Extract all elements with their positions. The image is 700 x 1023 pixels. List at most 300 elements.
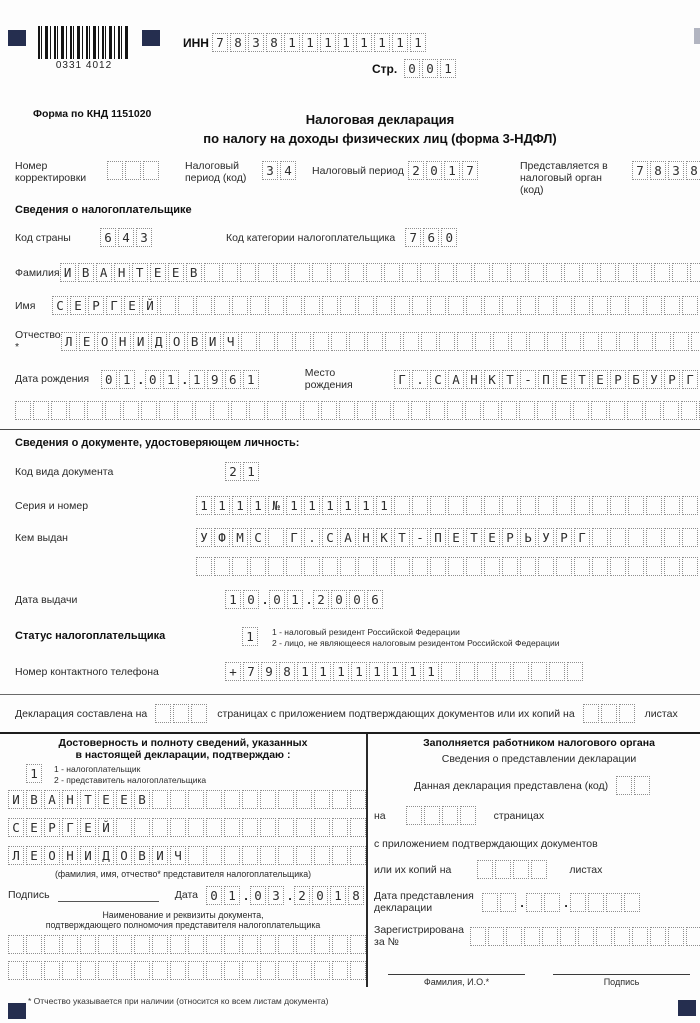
char-cell: 0 xyxy=(441,228,457,247)
birth-place-label: Место рождения xyxy=(304,367,353,391)
confirm-doc-row2-cells xyxy=(8,961,368,980)
section-divider xyxy=(0,694,700,695)
char-cell xyxy=(682,528,698,547)
char-cell xyxy=(348,263,364,282)
char-cell xyxy=(448,296,464,315)
char-cell xyxy=(278,935,294,954)
char-cell: 6 xyxy=(225,370,241,389)
char-cell: - xyxy=(412,528,428,547)
confirm-surname-cells xyxy=(8,790,368,809)
char-cell xyxy=(44,961,60,980)
char-cell: И xyxy=(8,790,24,809)
char-cell: 2 xyxy=(313,590,329,609)
char-cell: О xyxy=(44,846,60,865)
official-date-month-cells xyxy=(526,893,562,912)
char-cell xyxy=(277,332,293,351)
confirm-patronymic-cells xyxy=(8,846,368,865)
char-cell xyxy=(424,806,440,825)
char-cell xyxy=(538,296,554,315)
char-cell xyxy=(456,263,472,282)
char-cell xyxy=(350,790,366,809)
patronymic-label: Отчество * xyxy=(15,329,61,353)
char-cell xyxy=(206,790,222,809)
issued-by-label: Кем выдан xyxy=(15,531,68,544)
signature-label: Подпись xyxy=(8,889,50,901)
char-cell xyxy=(520,296,536,315)
char-cell: Ф xyxy=(214,528,230,547)
char-cell: 3 xyxy=(248,33,264,52)
char-cell xyxy=(224,790,240,809)
char-cell xyxy=(304,296,320,315)
char-cell: 3 xyxy=(268,886,284,905)
char-cell xyxy=(403,332,419,351)
char-cell xyxy=(628,496,644,515)
char-cell xyxy=(529,332,545,351)
char-cell: Й xyxy=(98,818,114,837)
char-cell: 0 xyxy=(250,886,266,905)
char-cell xyxy=(664,296,680,315)
char-cell xyxy=(296,818,312,837)
char-cell xyxy=(313,332,329,351)
char-cell xyxy=(531,860,547,879)
char-cell xyxy=(260,790,276,809)
char-cell xyxy=(645,401,661,420)
char-cell xyxy=(249,401,265,420)
char-cell xyxy=(314,961,330,980)
confirm-doc-row1-cells xyxy=(8,935,368,954)
char-cell xyxy=(549,662,565,681)
char-cell xyxy=(321,401,337,420)
char-cell xyxy=(349,332,365,351)
char-cell xyxy=(691,332,700,351)
char-cell: Ч xyxy=(170,846,186,865)
top-bar xyxy=(0,0,700,100)
char-cell xyxy=(376,296,392,315)
official-reg-label-1: Зарегистрирована xyxy=(374,924,464,936)
phone-label: Номер контактного телефона xyxy=(15,665,159,678)
char-cell: 0 xyxy=(404,59,420,78)
char-cell xyxy=(492,263,508,282)
char-cell xyxy=(601,704,617,723)
char-cell xyxy=(214,296,230,315)
char-cell xyxy=(430,557,446,576)
issue-month-cells xyxy=(269,590,305,609)
char-cell xyxy=(116,961,132,980)
official-on-label: на xyxy=(374,809,386,822)
birth-place-cont-cells xyxy=(15,401,700,420)
char-cell: 1 xyxy=(119,370,135,389)
surname-row xyxy=(0,263,700,282)
issue-date-label: Дата выдачи xyxy=(15,593,78,606)
char-cell xyxy=(526,893,542,912)
char-cell xyxy=(294,263,310,282)
official-signature-line: Подпись xyxy=(553,974,690,987)
char-cell xyxy=(296,846,312,865)
char-cell: 1 xyxy=(232,496,248,515)
char-cell xyxy=(442,806,458,825)
char-cell: Р xyxy=(88,296,104,315)
char-cell xyxy=(191,704,207,723)
official-date-label-1: Дата представления xyxy=(374,890,474,902)
char-cell: 4 xyxy=(280,161,296,180)
char-cell xyxy=(506,927,522,946)
char-cell xyxy=(206,961,222,980)
series-label: Серия и номер xyxy=(15,499,89,512)
char-cell xyxy=(393,401,409,420)
char-cell xyxy=(178,296,194,315)
birth-place-cells xyxy=(394,370,700,389)
char-cell xyxy=(682,296,698,315)
corner-mark-icon xyxy=(694,28,700,44)
category-code-label: Код категории налогоплательщика xyxy=(226,231,396,244)
char-cell: 1 xyxy=(369,662,385,681)
char-cell xyxy=(519,401,535,420)
char-cell: Н xyxy=(115,332,131,351)
char-cell xyxy=(242,790,258,809)
char-cell: Г xyxy=(106,296,122,315)
char-cell xyxy=(447,401,463,420)
char-cell xyxy=(214,557,230,576)
official-submitted-code-cells xyxy=(616,776,652,795)
char-cell: Р xyxy=(502,528,518,547)
char-cell xyxy=(331,332,347,351)
char-cell xyxy=(538,557,554,576)
char-cell: Е xyxy=(124,296,140,315)
char-cell: 1 xyxy=(338,33,354,52)
char-cell xyxy=(663,401,679,420)
char-cell: 1 xyxy=(250,496,266,515)
char-cell xyxy=(542,927,558,946)
char-cell xyxy=(634,776,650,795)
patronymic-row xyxy=(0,329,700,353)
char-cell xyxy=(116,935,132,954)
char-cell xyxy=(484,296,500,315)
char-cell xyxy=(8,961,24,980)
char-cell xyxy=(314,790,330,809)
char-cell xyxy=(564,263,580,282)
char-cell: 8 xyxy=(266,33,282,52)
signature-section xyxy=(0,732,700,987)
char-cell xyxy=(502,557,518,576)
taxpayer-section-title: Сведения о налогоплательщике xyxy=(15,204,192,216)
patronymic-cells xyxy=(61,332,700,351)
char-cell: И xyxy=(80,846,96,865)
char-cell: 1 xyxy=(315,662,331,681)
char-cell: Е xyxy=(150,263,166,282)
birth-date-label: Дата рождения xyxy=(15,373,90,385)
char-cell xyxy=(160,296,176,315)
char-cell: 3 xyxy=(136,228,152,247)
char-cell: 1 xyxy=(333,662,349,681)
char-cell: Т xyxy=(466,528,482,547)
char-cell: 2 xyxy=(294,886,310,905)
date-separator xyxy=(305,591,313,608)
char-cell: 1 xyxy=(284,33,300,52)
char-cell xyxy=(567,662,583,681)
char-cell: 0 xyxy=(422,59,438,78)
char-cell: 0 xyxy=(312,886,328,905)
char-cell: Н xyxy=(62,790,78,809)
char-cell xyxy=(556,557,572,576)
char-cell: Е xyxy=(484,528,500,547)
char-cell xyxy=(460,806,476,825)
char-cell xyxy=(206,935,222,954)
char-cell: 1 xyxy=(243,370,259,389)
doc-type-row xyxy=(0,462,700,481)
char-cell xyxy=(624,893,640,912)
char-cell: О xyxy=(97,332,113,351)
char-cell xyxy=(260,961,276,980)
char-cell xyxy=(448,557,464,576)
char-cell xyxy=(495,662,511,681)
confirm-legend-2: 2 - представитель налогоплательщика xyxy=(54,774,207,785)
char-cell xyxy=(488,927,504,946)
char-cell xyxy=(134,935,150,954)
section-divider xyxy=(0,429,700,430)
char-cell xyxy=(565,332,581,351)
char-cell xyxy=(430,496,446,515)
phone-cells xyxy=(225,662,585,681)
char-cell xyxy=(646,528,662,547)
char-cell xyxy=(501,401,517,420)
char-cell xyxy=(276,263,292,282)
char-cell xyxy=(51,401,67,420)
char-cell xyxy=(511,332,527,351)
issued-by-cells xyxy=(196,528,700,547)
char-cell xyxy=(314,818,330,837)
char-cell: 6 xyxy=(423,228,439,247)
char-cell xyxy=(152,818,168,837)
char-cell xyxy=(668,927,684,946)
char-cell xyxy=(600,263,616,282)
char-cell: Е xyxy=(556,370,572,389)
char-cell xyxy=(502,296,518,315)
char-cell xyxy=(412,557,428,576)
char-cell: Т xyxy=(502,370,518,389)
char-cell xyxy=(483,401,499,420)
char-cell: 2 xyxy=(408,161,424,180)
char-cell: 1 xyxy=(330,886,346,905)
pages-line xyxy=(0,704,700,723)
char-cell xyxy=(152,935,168,954)
official-reg-number-cells xyxy=(470,927,700,946)
char-cell: В xyxy=(134,790,150,809)
date-separator xyxy=(242,887,250,904)
char-cell xyxy=(690,263,700,282)
char-cell xyxy=(628,557,644,576)
char-cell xyxy=(196,296,212,315)
official-pages-label: страницах xyxy=(493,809,545,822)
char-cell xyxy=(420,263,436,282)
char-cell xyxy=(134,961,150,980)
status-label: Статус налогоплательщика xyxy=(15,630,166,642)
confirm-code-cells xyxy=(26,764,44,783)
char-cell: 1 xyxy=(376,496,392,515)
official-title: Заполняется работником налогового органа xyxy=(423,737,655,749)
char-cell xyxy=(632,927,648,946)
char-cell: Р xyxy=(610,370,626,389)
char-cell: 1 xyxy=(356,33,372,52)
doc-type-label: Код вида документа xyxy=(15,465,114,478)
char-cell: 1 xyxy=(392,33,408,52)
char-cell xyxy=(330,263,346,282)
char-cell xyxy=(646,496,662,515)
char-cell xyxy=(350,961,366,980)
status-legend-2: 2 - лицо, не являющееся налоговым резидентом Российской Федерации xyxy=(272,637,560,648)
char-cell: 1 xyxy=(189,370,205,389)
issued-by-row xyxy=(0,528,700,547)
char-cell: 7 xyxy=(632,161,648,180)
char-cell xyxy=(173,704,189,723)
date-separator xyxy=(261,591,269,608)
char-cell xyxy=(188,961,204,980)
char-cell: 1 xyxy=(242,627,258,646)
char-cell xyxy=(366,263,382,282)
char-cell xyxy=(570,893,586,912)
char-cell: 1 xyxy=(297,662,313,681)
char-cell: 7 xyxy=(405,228,421,247)
char-cell: И xyxy=(60,263,76,282)
char-cell xyxy=(240,263,256,282)
char-cell xyxy=(513,860,529,879)
char-cell xyxy=(457,332,473,351)
official-date-label-2: декларации xyxy=(374,902,433,914)
char-cell: - xyxy=(520,370,536,389)
char-cell: Е xyxy=(70,296,86,315)
char-cell xyxy=(177,401,193,420)
char-cell xyxy=(170,961,186,980)
char-cell: Т xyxy=(574,370,590,389)
char-cell xyxy=(259,332,275,351)
char-cell xyxy=(596,927,612,946)
char-cell xyxy=(340,296,356,315)
char-cell: 0 xyxy=(145,370,161,389)
official-reg-label-2: за № xyxy=(374,936,399,948)
char-cell xyxy=(628,296,644,315)
char-cell xyxy=(15,401,31,420)
char-cell xyxy=(296,961,312,980)
char-cell xyxy=(224,935,240,954)
char-cell xyxy=(116,818,132,837)
char-cell xyxy=(477,860,493,879)
doc-type-cells xyxy=(225,462,261,481)
char-cell xyxy=(574,296,590,315)
char-cell xyxy=(268,528,284,547)
char-cell xyxy=(528,263,544,282)
char-cell xyxy=(484,557,500,576)
char-cell xyxy=(278,846,294,865)
char-cell: Г xyxy=(286,528,302,547)
char-cell: 1 xyxy=(387,662,403,681)
char-cell: 1 xyxy=(224,886,240,905)
surname-label: Фамилия xyxy=(15,266,60,279)
char-cell xyxy=(394,557,410,576)
char-cell: 1 xyxy=(286,496,302,515)
char-cell xyxy=(412,296,428,315)
char-cell: 8 xyxy=(686,161,700,180)
char-cell xyxy=(619,332,635,351)
date-separator xyxy=(286,887,294,904)
char-cell xyxy=(188,846,204,865)
confirm-title-2: в настоящей декларации, подтверждаю : xyxy=(75,749,291,761)
char-cell xyxy=(206,846,222,865)
char-cell: А xyxy=(340,528,356,547)
char-cell xyxy=(26,961,42,980)
char-cell: 1 xyxy=(163,370,179,389)
official-column xyxy=(368,734,700,987)
char-cell xyxy=(513,662,529,681)
char-cell xyxy=(232,296,248,315)
char-cell: + xyxy=(225,662,241,681)
official-subtitle: Сведения о представлении декларации xyxy=(441,753,637,765)
char-cell: 1 xyxy=(444,161,460,180)
char-cell xyxy=(637,332,653,351)
char-cell: № xyxy=(268,496,284,515)
footnote: * Отчество указывается при наличии (относится ко всем листам документа) xyxy=(28,996,329,1006)
char-cell xyxy=(616,776,632,795)
char-cell xyxy=(224,818,240,837)
char-cell xyxy=(592,528,608,547)
char-cell xyxy=(537,401,553,420)
char-cell: Г xyxy=(62,818,78,837)
char-cell: 1 xyxy=(214,496,230,515)
char-cell xyxy=(664,528,680,547)
char-cell: 9 xyxy=(261,662,277,681)
char-cell xyxy=(332,935,348,954)
char-cell xyxy=(610,496,626,515)
char-cell xyxy=(573,401,589,420)
official-submitted-label: Данная декларация представлена (код) xyxy=(414,779,609,792)
char-cell xyxy=(495,860,511,879)
char-cell: 7 xyxy=(212,33,228,52)
char-cell xyxy=(610,528,626,547)
char-cell xyxy=(582,263,598,282)
firstname-label: Имя xyxy=(15,299,36,312)
char-cell xyxy=(466,557,482,576)
char-cell xyxy=(367,332,383,351)
issue-year-cells xyxy=(313,590,385,609)
char-cell xyxy=(268,296,284,315)
confirmation-column xyxy=(0,734,368,987)
correction-number-cells xyxy=(107,161,161,180)
char-cell xyxy=(682,557,698,576)
char-cell xyxy=(286,557,302,576)
char-cell: Ч xyxy=(223,332,239,351)
char-cell xyxy=(33,401,49,420)
char-cell: В xyxy=(134,846,150,865)
issue-date-row xyxy=(0,590,700,609)
char-cell: 0 xyxy=(206,886,222,905)
char-cell xyxy=(470,927,486,946)
char-cell: А xyxy=(448,370,464,389)
identity-section-title: Сведения о документе, удостоверяющем личность: xyxy=(15,437,300,449)
tax-period-label: Налоговый период xyxy=(312,165,404,177)
char-cell xyxy=(482,893,498,912)
char-cell xyxy=(610,557,626,576)
char-cell: К xyxy=(376,528,392,547)
char-cell xyxy=(332,790,348,809)
char-cell xyxy=(350,846,366,865)
char-cell xyxy=(475,332,491,351)
char-cell: В xyxy=(26,790,42,809)
firstname-row xyxy=(0,296,700,315)
char-cell xyxy=(304,557,320,576)
char-cell xyxy=(232,557,248,576)
char-cell: Н xyxy=(62,846,78,865)
char-cell: 1 xyxy=(322,496,338,515)
char-cell xyxy=(384,263,400,282)
char-cell: 3 xyxy=(668,161,684,180)
